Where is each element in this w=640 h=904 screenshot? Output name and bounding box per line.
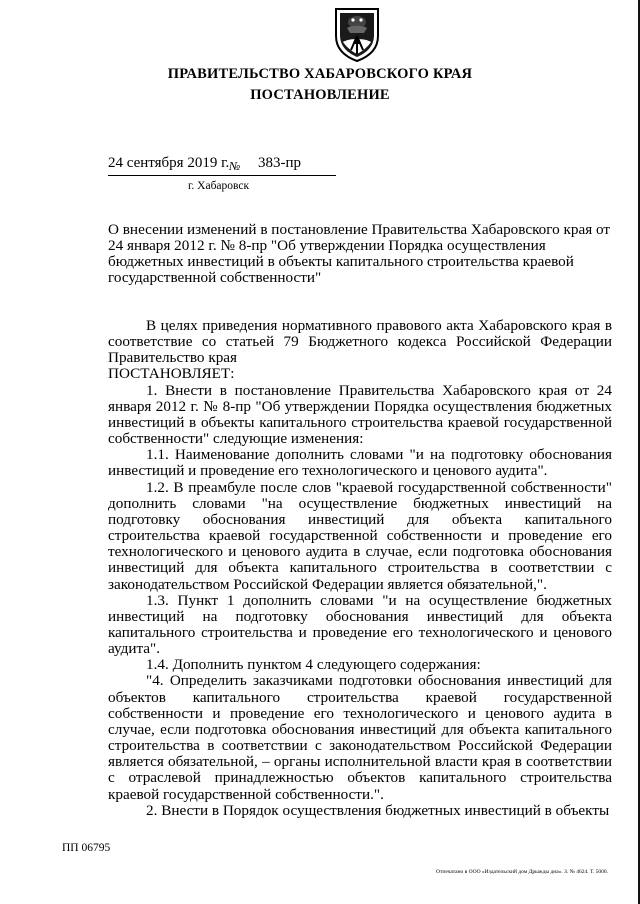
decree-word: ПОСТАНОВЛЯЕТ: <box>108 365 235 383</box>
clause-1-3: 1.3. Пункт 1 дополнить словами "и на осуществление бюджетных инвестиций на подготовку обоснования инвестиций для объекта капитального строительства и проведение его технологического и ценового аудита". <box>108 591 612 658</box>
clause-2: 2. Внести в Порядок осуществления бюджетных инвестиций в объекты <box>146 801 610 819</box>
clause-1-1: 1.1. Наименование дополнить словами "и на подготовку обоснования инвестиций и проведение его технологического и ценового аудита". <box>108 446 612 480</box>
clause-1: 1. Внести в постановление Правительства Хабаровского края от 24 января 2012 г. № 8-пр "Об утверждении Порядка осуществления бюджетных инвестиций в объекты капитального строительства краевой государственной собственности" следующие изменения: <box>108 381 612 448</box>
document-type: ПОСТАНОВЛЕНИЕ <box>250 87 390 103</box>
document-body <box>108 318 612 819</box>
government-name: ПРАВИТЕЛЬСТВО ХАБАРОВСКОГО КРАЯ <box>167 66 473 82</box>
document-title: О внесении изменений в постановление Правительства Хабаровского края от 24 января 2012 г. № 8-пр "Об утверждении Порядка осуществления бюджетных инвестиций в объекты капитального строительства краевой государственной собственности" <box>108 221 611 286</box>
document-date: 24 сентября 2019 г. <box>108 155 230 171</box>
printer-imprint: Отпечатано в ООО «Издательский дом Дрыжды дна». З. № 4624. Т. 5000. <box>436 869 608 875</box>
document-code: ПП 06795 <box>62 842 111 854</box>
clause-1-4: 1.4. Дополнить пунктом 4 следующего содержания: <box>146 656 481 674</box>
preamble-paragraph: В целях приведения нормативного правового акта Хабаровского края в соответствие со статьей 79 Бюджетного кодекса Российской Федерации Правительство края <box>108 317 612 367</box>
date-underline <box>108 175 336 176</box>
document-number: 383-пр <box>258 155 302 171</box>
number-sign: № <box>229 159 241 173</box>
city: г. Хабаровск <box>188 180 250 192</box>
clause-1-4-quote: "4. Определить заказчиками подготовки обоснования инвестиций для объектов капитального строительства краевой государственной собственности и проведение его технологического и ценового аудита в случае, если подготовка обоснования инвестиций для объекта капитального строительства в соответствии с законодательством Российской Федерации является обязательной, – органы исполнительной власти края в соответствии с отраслевой принадлежностью объектов капитального строительства краевой государственной собственности.". <box>108 672 612 803</box>
clause-1-2: 1.2. В преамбуле после слов "краевой государственной собственности" дополнить словами "на осуществление бюджетных инвестиций на подготовку обоснования инвестиций для объекта капитального строительства краевой государственной собственности и проведение его технологического и ценового аудита в случае, если подготовка обоснования инвестиций для объекта капитального строительства в соответствии с законодательством Российской Федерации является обязательной,". <box>108 478 612 593</box>
coat-of-arms-icon <box>333 6 381 62</box>
date-number-line <box>108 155 338 175</box>
